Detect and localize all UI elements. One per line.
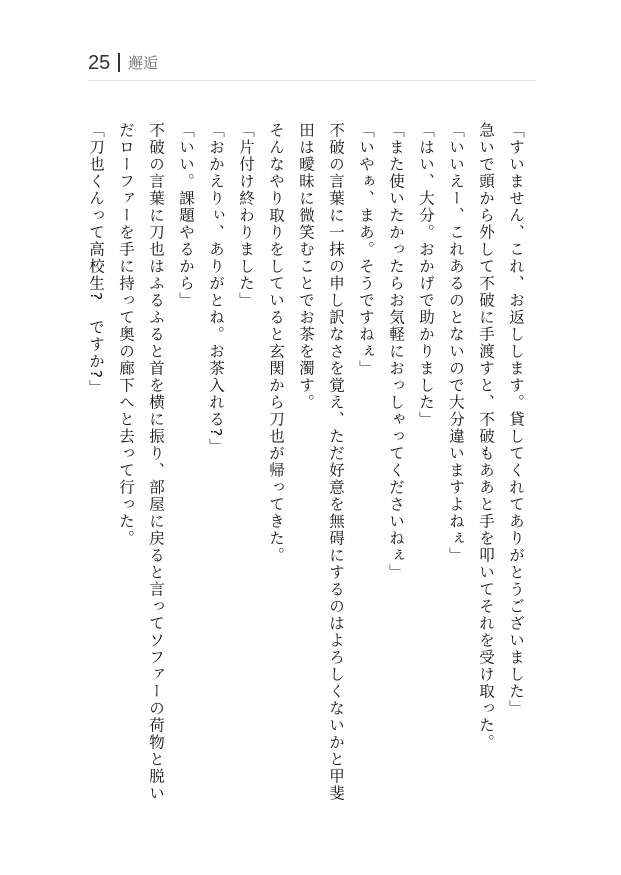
text-line: 急いで頭から外して不破に手渡すと、不破もああと手を叩いてそれを受け取った。 (477, 122, 495, 751)
text-line: 「いやぁ、まあ。そうですねぇ」 (357, 122, 375, 377)
text-line: 「はい、大分。おかげで助かりました」 (417, 122, 435, 428)
text-line: 「また使いたかったらお気軽におっしゃってくださいねぇ」 (387, 122, 405, 581)
text-line: 「いいえー、これあるのとないので大分違いますよねぇ」 (447, 122, 465, 564)
text-line: 「片付け終わりました」 (237, 122, 255, 309)
text-line: そんなやり取りをしていると玄関から刀也が帰ってきた。 (267, 122, 285, 564)
text-line: 「おかえりぃ、ありがとね。お茶入れる?」 (207, 122, 225, 455)
header-divider (118, 53, 120, 72)
page-header (88, 50, 536, 81)
page-number: 25 (88, 52, 111, 74)
text-line: 「刀也くんって高校生? ですか?」 (87, 122, 105, 397)
text-line: 田は曖昧に微笑むことでお茶を濁す。 (297, 122, 315, 411)
body-text (81, 122, 531, 842)
chapter-title: 邂逅 (128, 54, 159, 72)
text-line: 「いい。課題やるから」 (177, 122, 195, 309)
text-line: 「すいません、これ、お返しします。貸してくれてありがとうございました」 (507, 122, 525, 717)
text-line: だローファーを手に持って奥の廊下へと去って行った。 (117, 122, 135, 547)
text-line: 不破の言葉に一抹の申し訳なさを覚え、ただ好意を無碍にするのはよろしくないかと甲斐 (327, 122, 345, 802)
text-line: 不破の言葉に刀也はふるふると首を横に振り、部屋に戻ると言ってソファーの荷物と脱い (147, 122, 165, 802)
